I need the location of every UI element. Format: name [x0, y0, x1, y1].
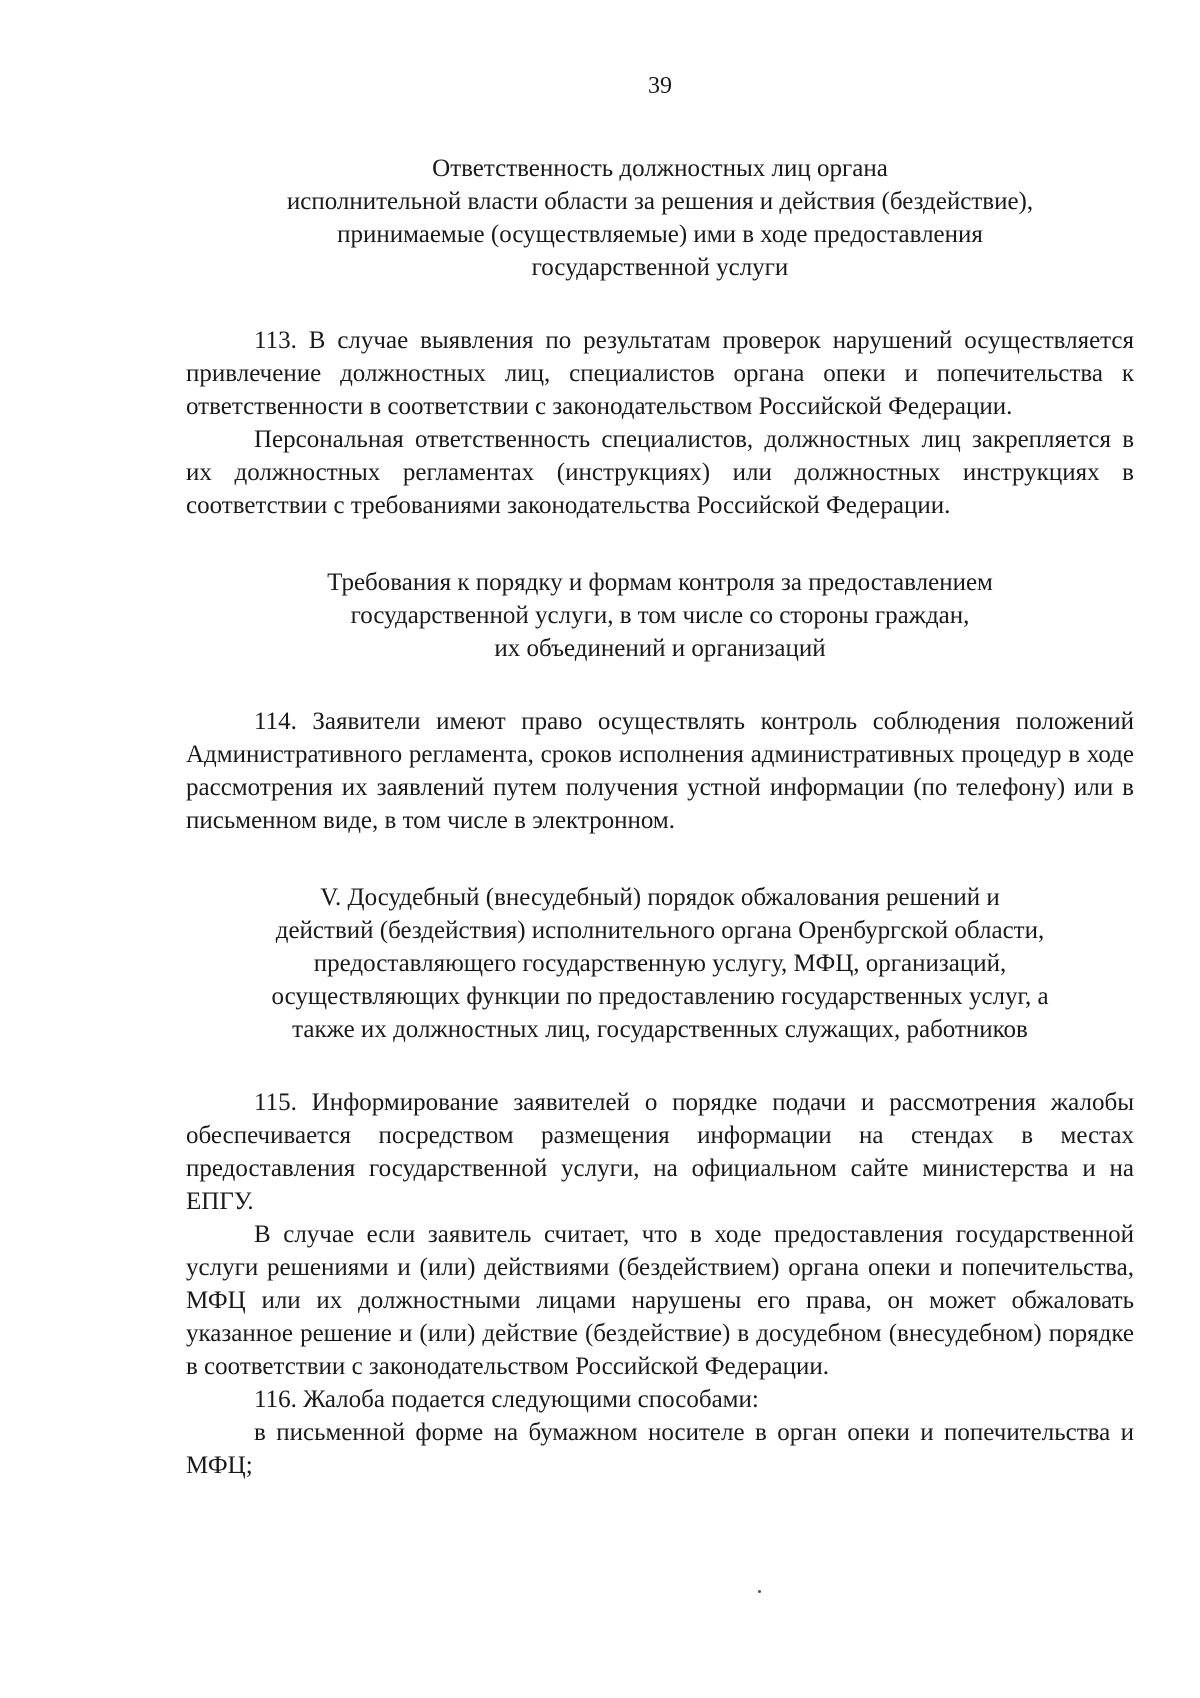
heading-line: государственной услуги	[531, 254, 789, 281]
heading-line: предоставляющего государственную услугу, МФЦ, организаций,	[313, 950, 1007, 977]
heading-line: их объединений и организаций	[494, 635, 826, 662]
paragraph-114: 114. Заявители имеют право осуществлять контроль соблюдения положений Административного регламента, сроков исполнения административных процедур в ходе рассмотрения их заявлений путем получения устной информации (по телефону) или в письменном виде, в том числе в электронном.	[186, 708, 1134, 834]
section-heading-responsibility	[186, 152, 1134, 284]
heading-line: государственной услуги, в том числе со стороны граждан,	[350, 602, 970, 629]
paragraph-appeal-rights: В случае если заявитель считает, что в ходе предоставления государственной услуги решениями и (или) действиями (бездействием) органа опеки и попечительства, МФЦ или их должностными лицами нарушены его права, он может обжаловать указанное решение и (или) действие (бездействие) в досудебном (внесудебном) порядке в соответствии с законодательством Российской Федерации.	[186, 1221, 1134, 1380]
heading-line: Требования к порядку и формам контроля за предоставлением	[327, 569, 993, 596]
scan-speck	[758, 1590, 761, 1593]
page-number: 39	[648, 73, 672, 99]
heading-line: также их должностных лиц, государственных служащих, работников	[292, 1016, 1028, 1043]
paragraph-116: 116. Жалоба подается следующими способами:	[254, 1386, 759, 1413]
heading-line: принимаемые (осуществляемые) ими в ходе предоставления	[337, 221, 983, 248]
paragraph-written-form: в письменной форме на бумажном носителе в орган опеки и попечительства и МФЦ;	[186, 1419, 1134, 1479]
section-heading-control-requirements	[186, 566, 1134, 665]
heading-line: V. Досудебный (внесудебный) порядок обжалования решений и	[320, 884, 1000, 911]
heading-line: Ответственность должностных лиц органа	[432, 155, 888, 182]
paragraph-personal-responsibility: Персональная ответственность специалистов, должностных лиц закрепляется в их должностных регламентах (инструкциях) или должностных инструкциях в соответствии с требованиями законодательства Российской Федерации.	[186, 426, 1134, 519]
document-page	[186, 70, 1134, 1482]
heading-line: исполнительной власти области за решения и действия (бездействие),	[286, 188, 1034, 215]
heading-line: осуществляющих функции по предоставлению государственных услуг, а	[271, 983, 1049, 1010]
heading-line: действий (бездействия) исполнительного органа Оренбургской области,	[275, 917, 1045, 944]
paragraph-113: 113. В случае выявления по результатам проверок нарушений осуществляется привлечение должностных лиц, специалистов органа опеки и попечительства к ответственности в соответствии с законодательством Российской Федерации.	[186, 327, 1134, 420]
paragraph-115: 115. Информирование заявителей о порядке подачи и рассмотрения жалобы обеспечивается посредством размещения информации на стендах в местах предоставления государственной услуги, на официальном сайте министерства и на ЕПГУ.	[186, 1089, 1134, 1215]
section-heading-v-appeal-procedure	[186, 881, 1134, 1046]
